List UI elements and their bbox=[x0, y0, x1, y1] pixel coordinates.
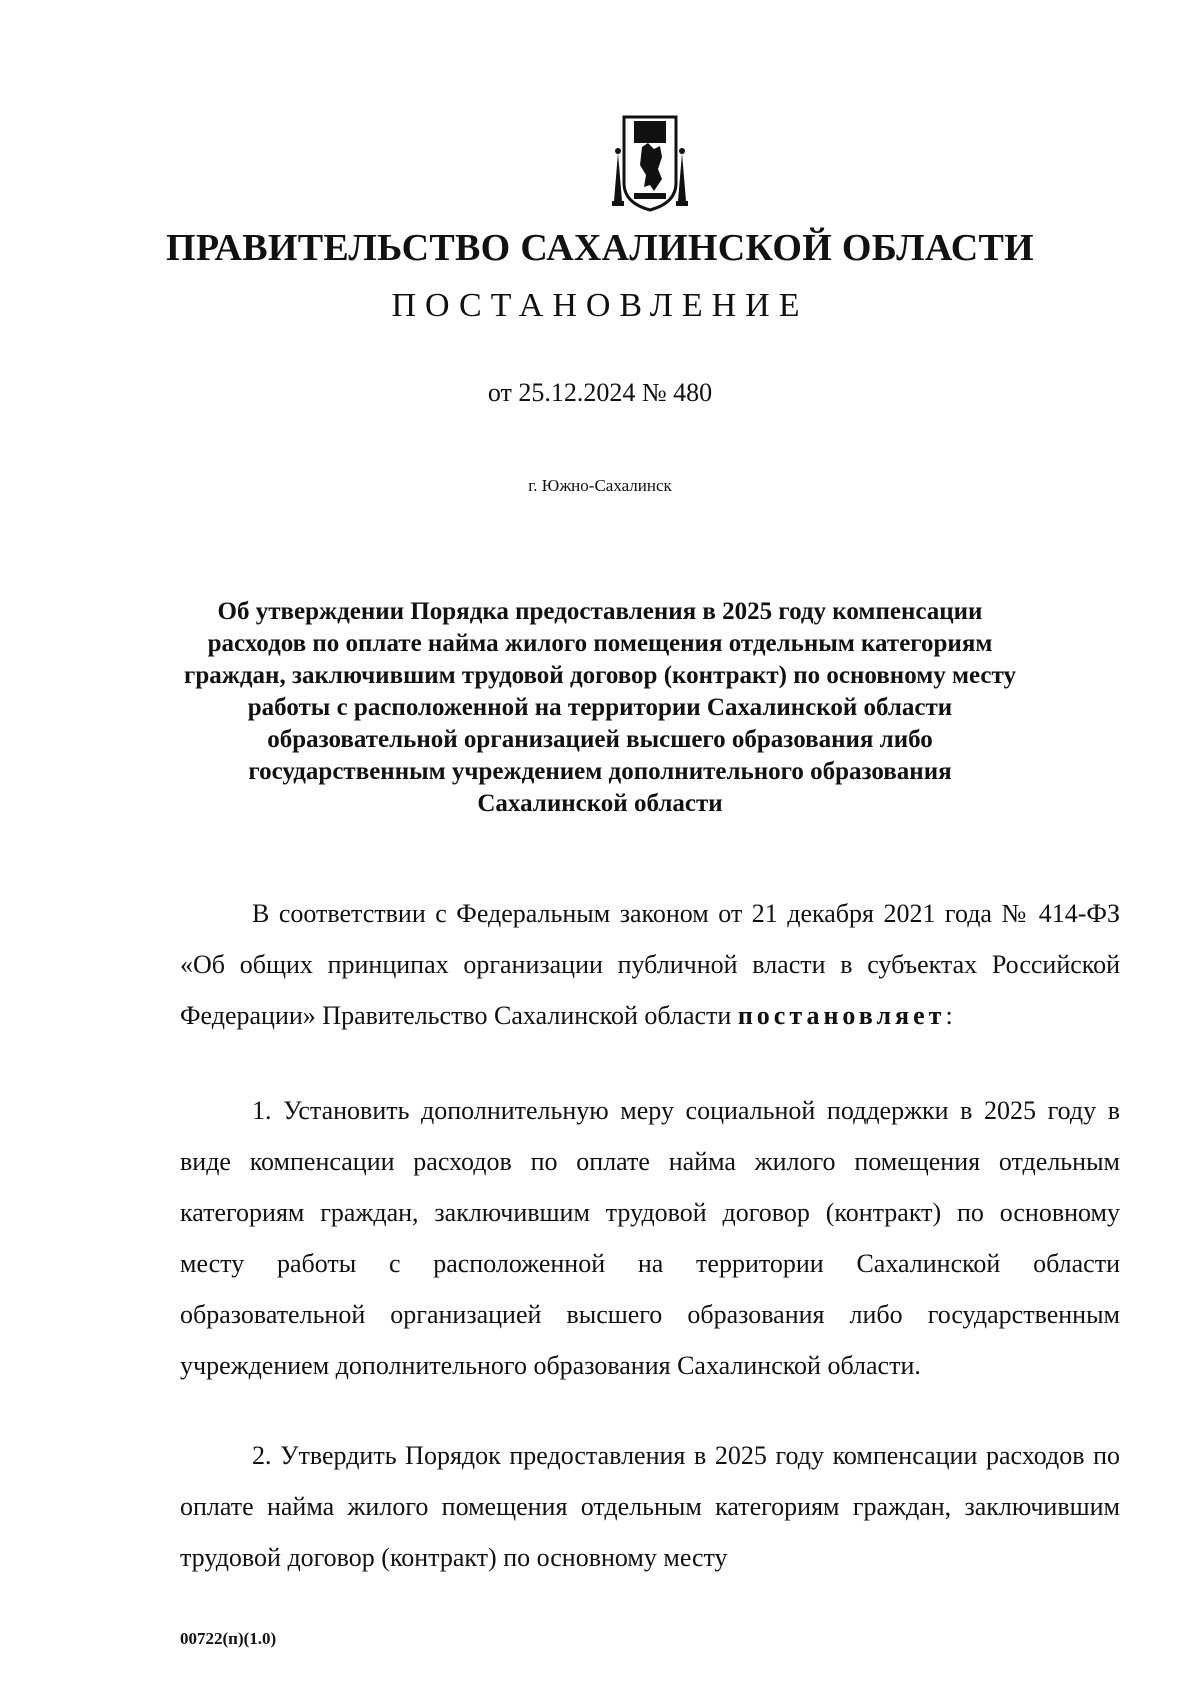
item-2-paragraph bbox=[180, 1430, 1120, 1583]
government-title: ПРАВИТЕЛЬСТВО САХАЛИНСКОЙ ОБЛАСТИ bbox=[166, 227, 1034, 269]
document-type: ПОСТАНОВЛЕНИЕ bbox=[391, 287, 809, 324]
form-code: 00722(п)(1.0) bbox=[180, 1629, 277, 1648]
decree-colon: : bbox=[945, 1001, 953, 1030]
intro-paragraph bbox=[180, 888, 1120, 1041]
item-2-text: 2. Утвердить Порядок предоставления в 2025 году компенсации расходов по оплате найма жилого помещения отдельным категориям граждан, заключившим трудовой договор (контракт) по основному месту bbox=[180, 1441, 1120, 1572]
item-1-paragraph bbox=[180, 1085, 1120, 1391]
intro-text: В соответствии с Федеральным законом от 21 декабря 2021 года № 414-ФЗ «Об общих принципах организации публичной власти в субъектах Российской Федерации» Правительство Сахалинской области bbox=[180, 899, 1120, 1030]
item-1-text: 1. Установить дополнительную меру социальной поддержки в 2025 году в виде компенсации расходов по оплате найма жилого помещения отдельным категориям граждан, заключившим трудовой договор (контракт) по основному месту работы с расположенной на территории Сахалинской области образовательной организацией высшего образования либо государственным учреждением дополнительного образования Сахалинской области. bbox=[180, 1096, 1120, 1380]
document-city: г. Южно-Сахалинск bbox=[528, 476, 672, 495]
document-date-number: от 25.12.2024 № 480 bbox=[487, 378, 713, 407]
decree-word: постановляет bbox=[737, 1001, 946, 1030]
document-heading: Об утверждении Порядка предоставления в 2025 году компенсации расходов по оплате найма жилого помещения отдельным категориям граждан, заключившим трудовой договор (контракт) по основному месту работы с расположенной на территории Сахалинской области образовательной организацией высшего образования либо государственным учреждением дополнительного образования Сахалинской области bbox=[184, 598, 1016, 817]
sakhalin-coat-of-arms-icon bbox=[604, 113, 696, 213]
